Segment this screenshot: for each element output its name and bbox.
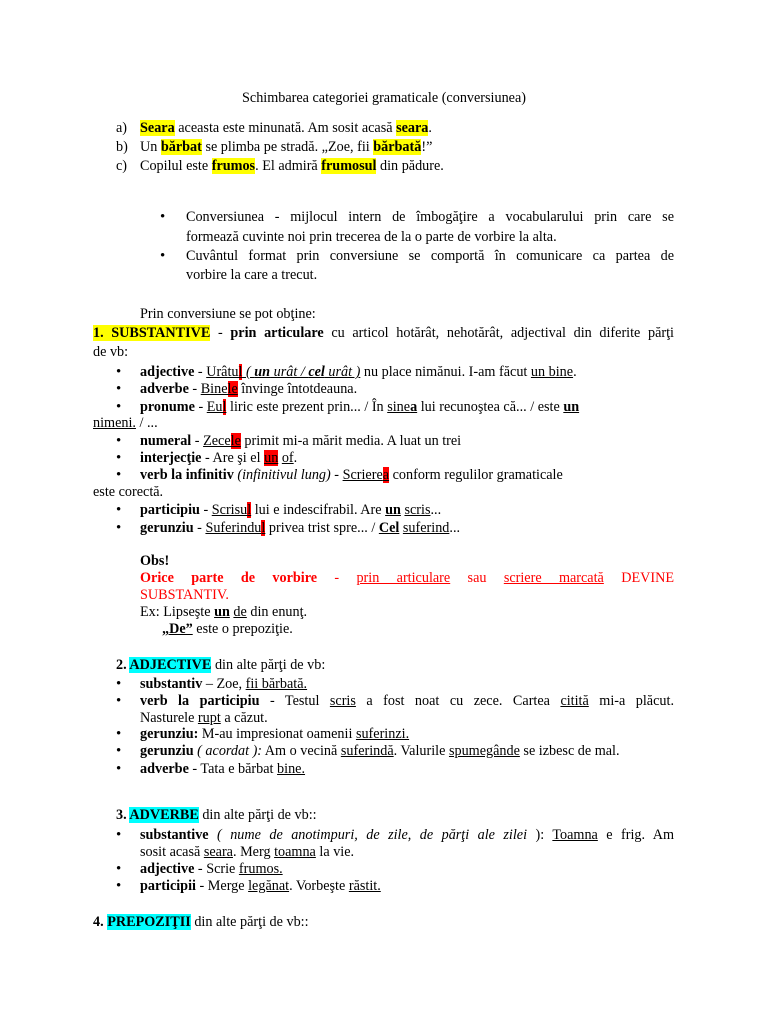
s1-interjection-item: interjecţie - Are şi el un of. — [140, 450, 298, 466]
bullet-icon — [116, 466, 121, 484]
bullet-icon — [116, 380, 121, 398]
s2-participle-item: verb la participiu - Testul scris a fost noat cu zece. Cartea citită mi-a plăcut. — [140, 693, 674, 709]
bullet-icon — [116, 432, 121, 450]
bullet-icon — [116, 675, 121, 693]
s1-gerund-item: gerunziu - Suferindul privea trist spre... / Cel suferind... — [140, 520, 461, 536]
definition-bullet-2-line2: vorbire la care a trecut. — [186, 267, 318, 283]
bullet-icon — [116, 725, 121, 743]
bullet-icon — [116, 860, 121, 878]
definition-bullet-2-line1: Cuvântul format prin conversiune se comportă în comunicare ca partea de — [186, 248, 674, 264]
section-4-heading: 4. PREPOZIŢII din alte părţi de vb:: — [93, 914, 309, 930]
bullet-icon — [116, 449, 121, 467]
obs-line-2: SUBSTANTIV. — [140, 587, 229, 603]
s2-noun-item: substantiv – Zoe, fii bărbată. — [140, 676, 308, 692]
bullet-icon — [116, 877, 121, 895]
obs-line-1: Orice parte de vorbire - prin articulare sau scriere marcată DEVINE — [140, 570, 674, 586]
bullet-icon — [116, 760, 121, 778]
example-a: Seara aceasta este minunată. Am sosit acasă seara. — [140, 120, 432, 136]
s3-participle-item: participii - Merge legănat. Vorbeşte răstit. — [140, 878, 381, 894]
bullet-icon — [116, 692, 121, 710]
page-title: Schimbarea categoriei gramaticale (conversiunea) — [242, 90, 526, 106]
s1-participle-item: participiu - Scrisul lui e indescifrabil. Are un scris... — [140, 502, 442, 518]
obs-de-note: „De” este o prepoziţie. — [162, 621, 293, 637]
s3-adjective-item: adjective - Scrie frumos. — [140, 861, 283, 877]
s1-infinitive-item: verb la infinitiv (infinitivul lung) - Scrierea conform regulilor gramaticale — [140, 467, 563, 483]
example-marker: c) — [116, 158, 128, 174]
intro-text: Prin conversiune se pot obţine: — [140, 306, 316, 322]
s2-adverb-item: adverbe - Tata e bărbat bine. — [140, 761, 306, 777]
section-1-heading: 1. SUBSTANTIVE - prin articulare cu articol hotărât, nehotărât, adjectival din diferite părţi — [93, 325, 674, 341]
s1-numeral-item: numeral - Zecele primit mi-a mărit media. A luat un trei — [140, 433, 462, 449]
definition-bullet-1-line2: formează cuvinte noi prin trecerea de la o parte de vorbire la alta. — [186, 229, 557, 245]
s1-adverb-item: adverbe - Binele învinge întotdeauna. — [140, 381, 358, 397]
s2-gerund-item: gerunziu: M-au impresionat oamenii suferinzi. — [140, 726, 410, 742]
s1-pronoun-item-cont: nimeni. / ... — [93, 415, 158, 431]
obs-example: Ex: Lipseşte un de din enunţ. — [140, 604, 308, 620]
s1-infinitive-item-cont: este corectă. — [93, 484, 164, 500]
bullet-icon — [116, 826, 121, 844]
s1-adjective-item: adjective - Urâtul ( un urât / cel urât ) nu place nimănui. I-am făcut un bine. — [140, 364, 577, 380]
section-2-heading: 2. ADJECTIVE din alte părţi de vb: — [116, 657, 326, 673]
s3-noun-item-cont: sosit acasă seara. Merg toamna la vie. — [140, 844, 355, 860]
bullet-icon — [116, 519, 121, 537]
s3-noun-item: substantive ( nume de anotimpuri, de zile, de părţi ale zilei ): Toamna e frig. Am — [140, 827, 674, 843]
obs-title: Obs! — [140, 553, 170, 569]
example-marker: b) — [116, 139, 128, 155]
section-3-heading: 3. ADVERBE din alte părţi de vb:: — [116, 807, 317, 823]
example-b: Un bărbat se plimba pe stradă. „Zoe, fii bărbată!” — [140, 139, 433, 155]
bullet-icon — [160, 247, 165, 265]
bullet-icon — [116, 363, 121, 381]
definition-bullet-1-line1: Conversiunea - mijlocul intern de îmbogăţire a vocabularului prin care se — [186, 209, 674, 225]
s2-gerund-agreed-item: gerunziu ( acordat ): Am o vecină suferindă. Valurile spumegânde se izbesc de mal. — [140, 743, 620, 759]
s2-participle-item-cont: Nasturele rupt a căzut. — [140, 710, 268, 726]
s1-pronoun-item: pronume - Eul liric este prezent prin... / În sinea lui recunoştea că... / este un — [140, 399, 580, 415]
bullet-icon — [116, 742, 121, 760]
section-1-heading-cont: de vb: — [93, 344, 129, 360]
example-marker: a) — [116, 120, 128, 136]
example-c: Copilul este frumos. El admiră frumosul din pădure. — [140, 158, 444, 174]
bullet-icon — [160, 208, 165, 226]
bullet-icon — [116, 501, 121, 519]
